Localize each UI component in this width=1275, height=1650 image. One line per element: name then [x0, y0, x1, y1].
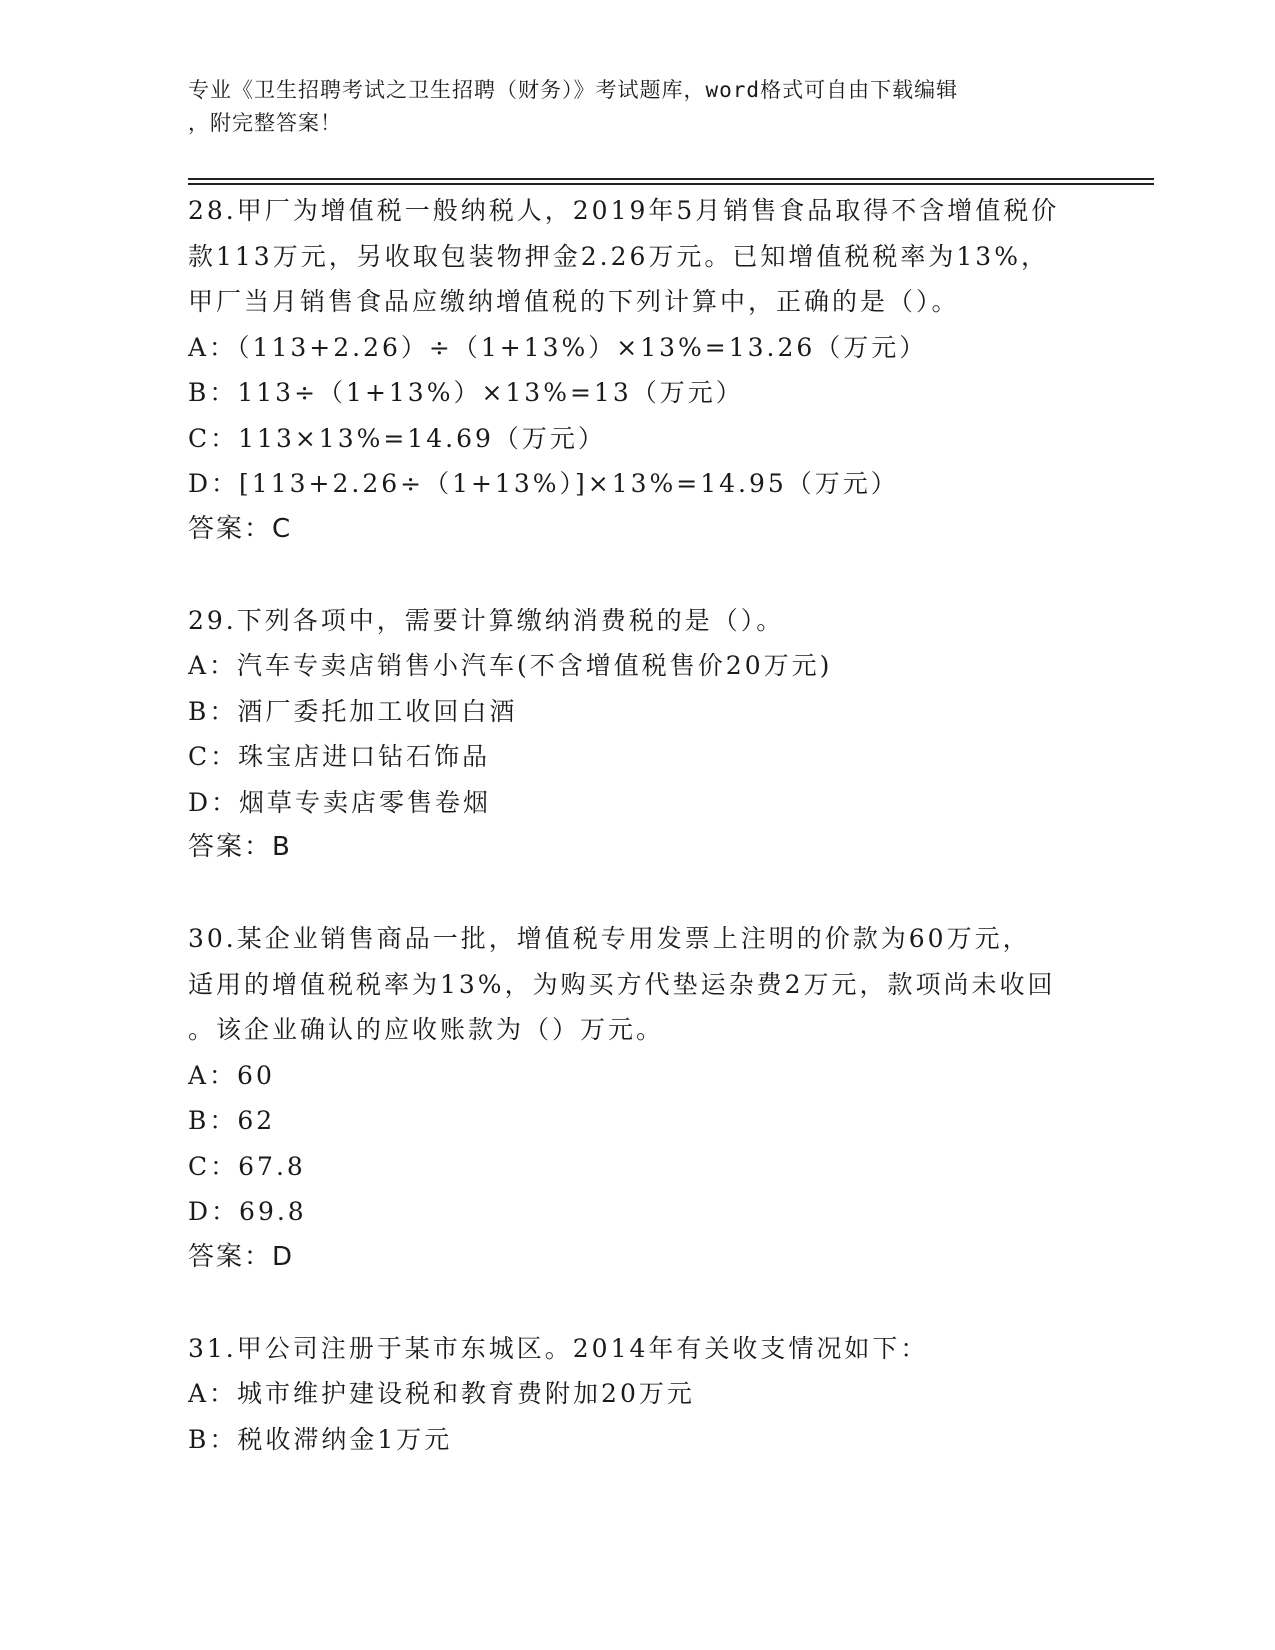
option-b: B：酒厂委托加工收回白酒 — [188, 696, 518, 726]
question-spacer — [188, 1280, 1088, 1326]
question-spacer — [188, 871, 1088, 917]
header-divider-bottom — [188, 183, 1154, 185]
header-line-2: ，附完整答案！ — [188, 111, 342, 135]
option-b: B：113÷（1+13%）×13%=13（万元） — [188, 378, 744, 407]
question-stem-line: 29.下列各项中，需要计算缴纳消费税的是（）。 — [188, 605, 785, 635]
option-a: A：（113+2.26）÷（1+13%）×13%=13.26（万元） — [188, 332, 928, 362]
question-stem-line: 适用的增值税税率为13%，为购买方代垫运杂费2万元，款项尚未收回 — [188, 969, 1056, 999]
question-30 — [188, 916, 1088, 1280]
option-b: B：税收滞纳金1万元 — [188, 1424, 453, 1454]
option-a: A：60 — [188, 1060, 275, 1090]
option-d: D：69.8 — [188, 1197, 307, 1226]
question-spacer — [188, 552, 1088, 598]
option-d: D：[113+2.26÷（1+13%）]×13%=14.95（万元） — [188, 469, 899, 498]
question-stem-line: 款113万元，另收取包装物押金2.26万元。已知增值税税率为13%， — [188, 241, 1049, 271]
answer: 答案：B — [188, 832, 292, 862]
question-stem-line: 31.甲公司注册于某市东城区。2014年有关收支情况如下： — [188, 1333, 929, 1363]
header-line-1: 专业《卫生招聘考试之卫生招聘（财务）》考试题库，word格式可自由下载编辑 — [188, 78, 959, 102]
option-c: C：珠宝店进口钻石饰品 — [188, 742, 491, 771]
option-d: D：烟草专卖店零售卷烟 — [188, 787, 492, 817]
question-stem-line: 30.某企业销售商品一批，增值税专用发票上注明的价款为60万元， — [188, 924, 1031, 953]
header-divider-top — [188, 178, 1154, 180]
question-stem-line: 。该企业确认的应收账款为（）万元。 — [188, 1015, 665, 1044]
option-a: A：汽车专卖店销售小汽车(不含增值税售价20万元) — [188, 651, 833, 680]
question-list — [188, 188, 1088, 1462]
question-29 — [188, 598, 1088, 871]
question-31 — [188, 1326, 1088, 1463]
option-c: C：113×13%=14.69（万元） — [188, 423, 606, 453]
option-b: B：62 — [188, 1106, 276, 1135]
option-a: A：城市维护建设税和教育费附加20万元 — [188, 1379, 695, 1408]
question-stem-line: 28.甲厂为增值税一般纳税人，2019年5月销售食品取得不含增值税价 — [188, 196, 1060, 225]
document-header — [188, 74, 1068, 140]
question-stem-line: 甲厂当月销售食品应缴纳增值税的下列计算中，正确的是（）。 — [188, 287, 960, 316]
answer: 答案：D — [188, 1241, 295, 1272]
option-c: C：67.8 — [188, 1151, 306, 1181]
question-28 — [188, 188, 1088, 552]
answer: 答案：C — [188, 513, 293, 544]
